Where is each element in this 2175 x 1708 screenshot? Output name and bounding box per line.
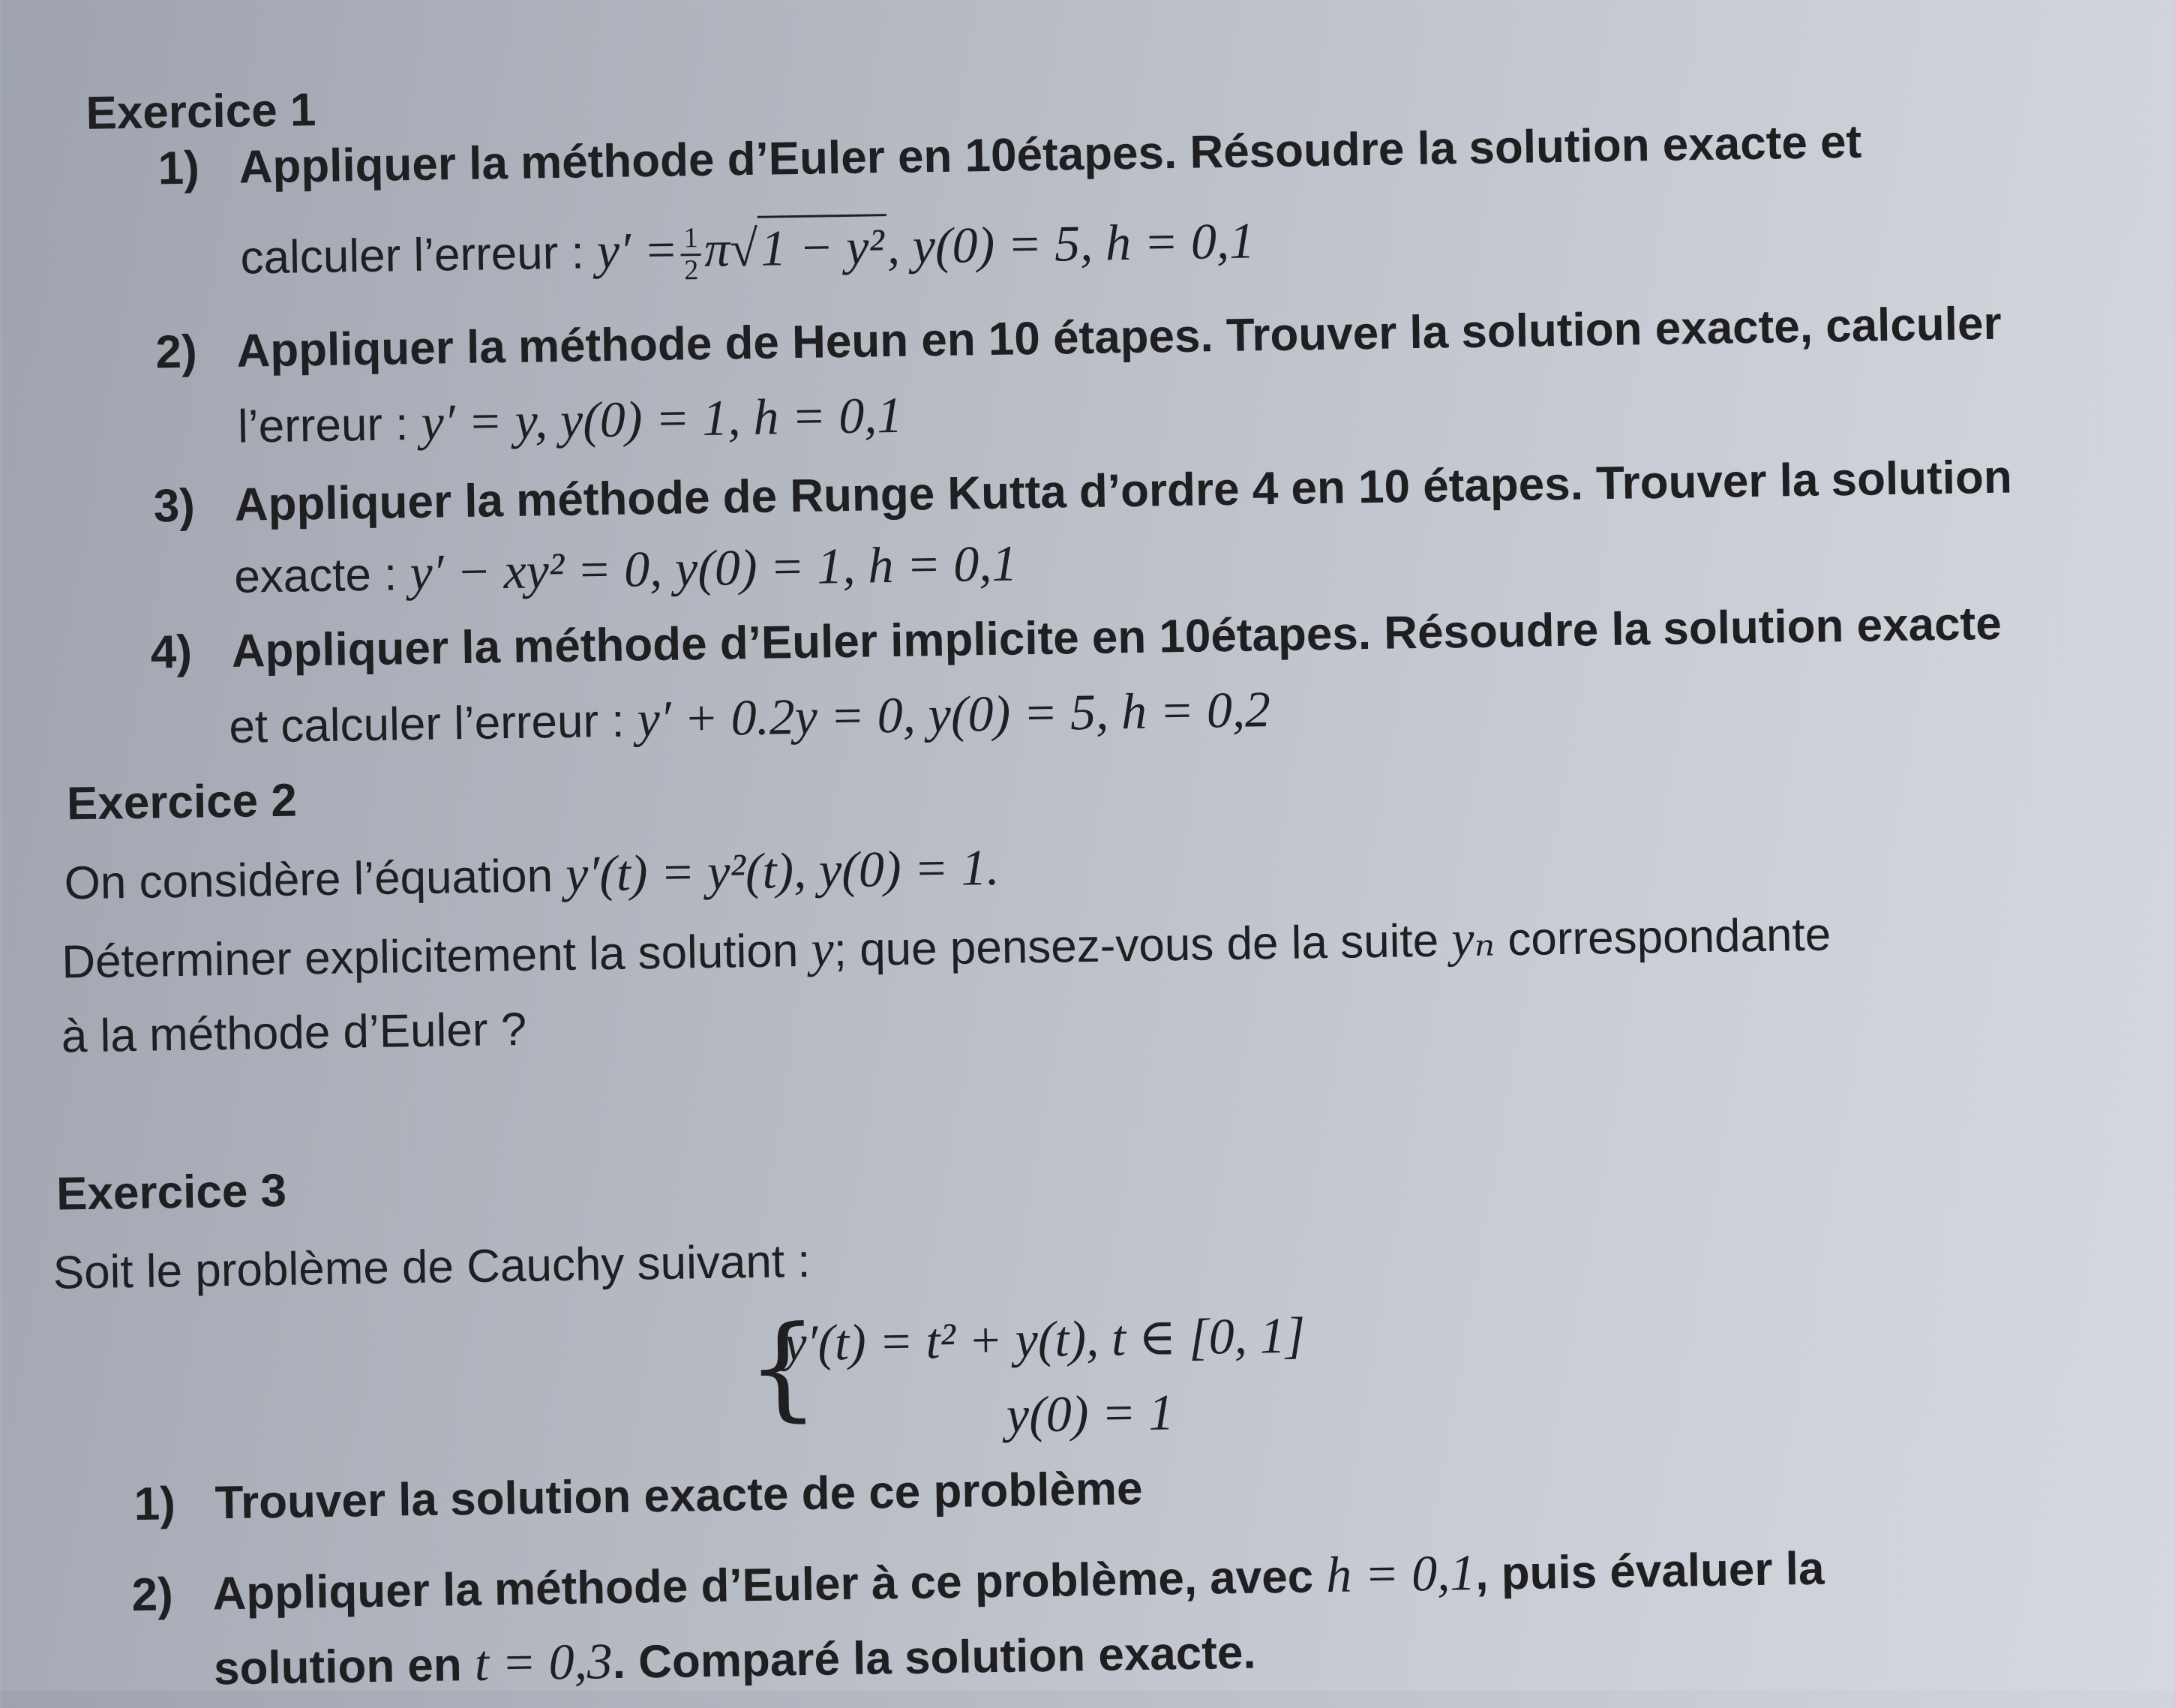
exercise-3-title: Exercice 3 [56, 1164, 287, 1220]
ex1-item-2-number: 2) [154, 326, 198, 379]
ex1-item-4-line-2 [228, 680, 1271, 753]
fraction-numerator: 1 [680, 224, 701, 256]
pi-symbol: π [704, 220, 730, 278]
ex1-item-3-line-2 [233, 534, 1018, 603]
ex3-item-2-text-c: solution en [213, 1639, 463, 1695]
ex1-item-4-equation: y′ + 0.2y = 0, y(0) = 5, h = 0,2 [637, 680, 1271, 748]
ex1-item-4-line-1 [150, 597, 2002, 679]
ex1-item-1-equation [596, 212, 1256, 287]
eq-lhs: y′ = [596, 221, 679, 280]
ex1-item-2-line-2 [237, 386, 903, 453]
radicand: 1 − y² [758, 214, 888, 277]
ex2-line-2-text-a: Déterminer explicitement la solution [61, 925, 799, 989]
ex2-line-2-text-b: ; que pensez-vous de la suite [833, 914, 1439, 977]
exercise-2-title: Exercice 2 [66, 774, 298, 830]
ex1-item-1-label: calculer l’erreur : [240, 227, 585, 284]
ex1-item-3-equation: y′ − xy² = 0, y(0) = 1, h = 0,1 [409, 534, 1018, 602]
ex3-item-1-number: 1) [134, 1478, 176, 1531]
ex2-line-2-text-c: correspondante [1507, 908, 1832, 966]
ex3-item-1 [134, 1462, 1144, 1531]
ex1-item-1-line-1 [158, 116, 1862, 195]
fraction [680, 224, 701, 286]
radical-sign-icon: √ [729, 219, 758, 278]
ex1-item-2-line-1 [154, 297, 2002, 379]
ex3-item-2-text-d: . Comparé la solution exacte. [612, 1626, 1257, 1689]
ex3-item-2-line-2 [214, 1625, 1256, 1693]
ex1-item-3-text: Appliquer la méthode de Runge Kutta d’ordre 4 en 10 étapes. Trouver la solution [234, 451, 2013, 531]
square-root [729, 214, 887, 277]
ex1-item-4-label: et calculer l’erreur : [228, 695, 626, 753]
ex2-line-3: à la méthode d’Euler ? [61, 1003, 527, 1063]
eq-conditions: , y(0) = 5, h = 0,1 [886, 212, 1256, 275]
ex1-item-3-number: 3) [153, 479, 196, 533]
ex3-item-1-text: Trouver la solution exacte de ce problème [214, 1462, 1144, 1529]
ex3-eval-point: t = 0,3 [474, 1632, 614, 1691]
ex2-equation: y′(t) = y²(t), y(0) = 1. [565, 838, 1000, 902]
ex1-item-1-line-2 [240, 212, 1256, 293]
ex1-item-3-line-1 [153, 451, 2013, 533]
curly-brace-icon: { [746, 1301, 820, 1434]
ex1-item-4-number: 4) [150, 626, 193, 679]
ex2-sequence-symbol: yₙ [1450, 909, 1496, 968]
ex1-item-4-text: Appliquer la méthode d’Euler implicite en 10étapes. Résoudre la solution exacte [231, 597, 2002, 677]
exercise-1-title: Exercice 1 [85, 84, 316, 140]
ex2-line-2 [61, 907, 1832, 989]
ex1-item-2-label: l’erreur : [237, 398, 410, 453]
ex3-system-line-2: y(0) = 1 [1006, 1383, 1174, 1443]
ex1-item-3-label: exacte : [233, 548, 398, 603]
ex1-item-1-text: Appliquer la méthode d’Euler en 10étapes. Résoudre la solution exacte et [238, 116, 1862, 194]
ex2-line-1 [64, 838, 1000, 910]
ex1-item-1-number: 1) [158, 142, 200, 195]
ex2-solution-symbol: y [810, 920, 835, 977]
ex3-item-2-text-a: Appliquer la méthode d’Euler à ce problème, avec [212, 1550, 1314, 1620]
ex1-item-2-text: Appliquer la méthode de Heun en 10 étapes. Trouver la solution exacte, calculer [236, 297, 2002, 377]
ex3-intro: Soit le problème de Cauchy suivant : [52, 1235, 811, 1299]
fraction-denominator: 2 [683, 254, 699, 287]
ex3-item-2-text-b: , puis évaluer la [1474, 1542, 1825, 1600]
ex3-system-line-1: y′(t) = t² + y(t), t ∈ [0, 1] [783, 1306, 1306, 1372]
ex3-step-size: h = 0,1 [1325, 1544, 1476, 1604]
ex1-item-2-equation: y′ = y, y(0) = 1, h = 0,1 [421, 386, 903, 451]
ex2-line-1-text: On considère l’équation [64, 850, 554, 910]
ex3-item-2-line-1 [131, 1541, 1825, 1622]
ex3-item-2-number: 2) [131, 1568, 174, 1622]
